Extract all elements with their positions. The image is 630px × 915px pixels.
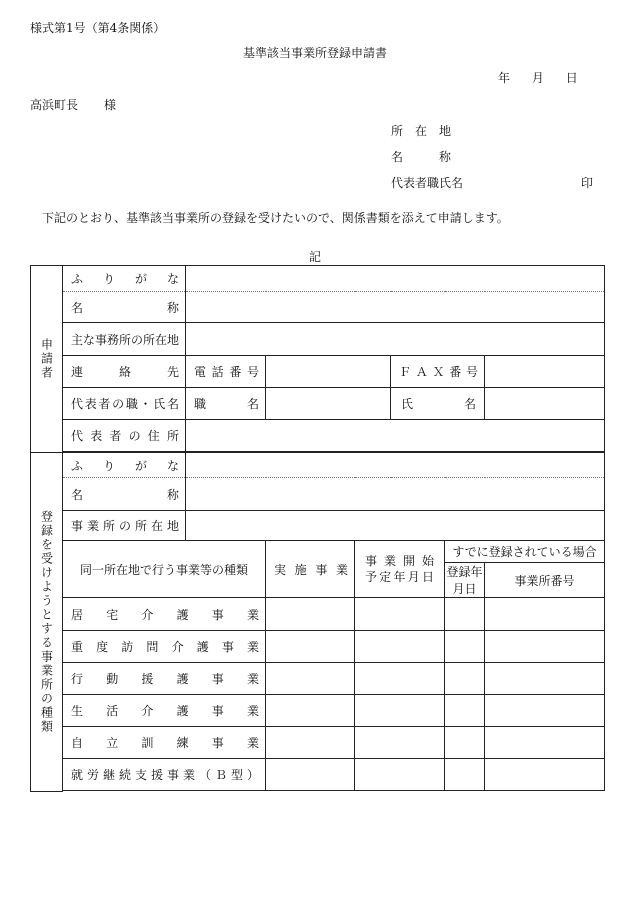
col-header-office-number: 事業所番号 xyxy=(485,563,605,598)
service-start-date-cell[interactable] xyxy=(355,631,445,663)
applicant-address-label: 所 在 地 xyxy=(391,124,452,138)
service-implemented-cell[interactable] xyxy=(266,663,355,695)
service-start-date-cell[interactable] xyxy=(355,598,445,631)
service-reg-date-cell[interactable] xyxy=(445,727,485,759)
service-implemented-cell[interactable] xyxy=(266,727,355,759)
applicant-name-row-label: 名称 xyxy=(63,292,186,323)
rep-address-label: 代表者の住所 xyxy=(63,420,186,452)
service-office-number-cell[interactable] xyxy=(485,598,605,631)
service-office-number-cell[interactable] xyxy=(485,663,605,695)
service-office-number-cell[interactable] xyxy=(485,695,605,727)
rep-person-name-label: 氏名 xyxy=(391,388,485,420)
date-month-label: 月 xyxy=(531,71,544,85)
service-reg-date-cell[interactable] xyxy=(445,598,485,631)
rep-person-name-field[interactable] xyxy=(485,388,605,420)
office-section-label: 登録を受けようとする事業所の種類 xyxy=(31,453,63,792)
office-name-field[interactable] xyxy=(186,478,605,511)
rep-title-label: 職名 xyxy=(186,388,266,420)
col-header-reg-date: 登録年月日 xyxy=(445,563,485,598)
ki-heading: 記 xyxy=(308,250,321,264)
phone-field[interactable] xyxy=(266,356,391,388)
applicant-name-field[interactable] xyxy=(186,292,605,323)
service-row-label: 重度訪問介護事業 xyxy=(63,631,266,663)
applicant-section-label: 申請者 xyxy=(31,266,63,453)
service-row-label: 自立訓練事業 xyxy=(63,727,266,759)
service-row-label: 生活介護事業 xyxy=(63,695,266,727)
service-row-label: 行動援護事業 xyxy=(63,663,266,695)
col-header-service-type: 同一所在地で行う事業等の種類 xyxy=(63,541,266,598)
office-address-field[interactable] xyxy=(186,511,605,541)
office-name-label: 名称 xyxy=(63,478,186,511)
application-form-table xyxy=(30,265,605,792)
applicant-furigana-label: ふりがな xyxy=(63,266,186,292)
col-header-start-date: 事業開始 予定年月日 xyxy=(355,541,445,598)
seal-mark: 印 xyxy=(581,176,594,190)
service-reg-date-cell[interactable] xyxy=(445,759,485,791)
applicant-office-address-field[interactable] xyxy=(186,323,605,356)
service-reg-date-cell[interactable] xyxy=(445,695,485,727)
service-start-date-cell[interactable] xyxy=(355,727,445,759)
service-implemented-cell[interactable] xyxy=(266,631,355,663)
service-start-date-cell[interactable] xyxy=(355,759,445,791)
col-header-already-registered: すでに登録されている場合 xyxy=(445,541,605,563)
fax-label: ＦＡＸ番号 xyxy=(391,356,485,388)
fax-field[interactable] xyxy=(485,356,605,388)
col-header-implemented: 実施事業 xyxy=(266,541,355,598)
service-row-label: 居宅介護事業 xyxy=(63,598,266,631)
rep-address-field[interactable] xyxy=(186,420,605,452)
office-furigana-label: ふりがな xyxy=(63,453,186,478)
service-office-number-cell[interactable] xyxy=(485,759,605,791)
addressee-suffix: 様 xyxy=(104,98,117,112)
addressee xyxy=(30,98,116,112)
rep-title-field[interactable] xyxy=(266,388,391,420)
application-date xyxy=(498,71,596,85)
service-reg-date-cell[interactable] xyxy=(445,631,485,663)
document-title: 基準該当事業所登録申請書 xyxy=(242,46,387,60)
service-reg-date-cell[interactable] xyxy=(445,663,485,695)
applicant-office-address-label: 主な事務所の所在地 xyxy=(63,323,186,356)
phone-label: 電話番号 xyxy=(186,356,266,388)
service-start-date-cell[interactable] xyxy=(355,695,445,727)
applicant-furigana-field[interactable] xyxy=(186,266,605,292)
applicant-rep-label: 代表者職氏名 xyxy=(391,176,464,190)
service-implemented-cell[interactable] xyxy=(266,695,355,727)
rep-title-name-label: 代表者の職・氏名 xyxy=(63,388,186,420)
service-implemented-cell[interactable] xyxy=(266,598,355,631)
form-number: 様式第1号（第4条関係） xyxy=(30,21,166,35)
service-start-date-cell[interactable] xyxy=(355,663,445,695)
service-implemented-cell[interactable] xyxy=(266,759,355,791)
body-text: 下記のとおり、基準該当事業所の登録を受けたいので、関係書類を添えて申請します。 xyxy=(42,211,509,225)
date-day-label: 日 xyxy=(565,71,578,85)
service-row-label: 就労継続支援事業（Ｂ型） xyxy=(63,759,266,791)
service-office-number-cell[interactable] xyxy=(485,727,605,759)
service-office-number-cell[interactable] xyxy=(485,631,605,663)
applicant-name-label: 名 称 xyxy=(391,150,452,164)
date-year-label: 年 xyxy=(498,71,511,85)
addressee-name: 高浜町長 xyxy=(30,98,79,112)
applicant-contact-label: 連絡先 xyxy=(63,356,186,388)
office-address-label: 事業所の所在地 xyxy=(63,511,186,541)
office-furigana-field[interactable] xyxy=(186,453,605,478)
